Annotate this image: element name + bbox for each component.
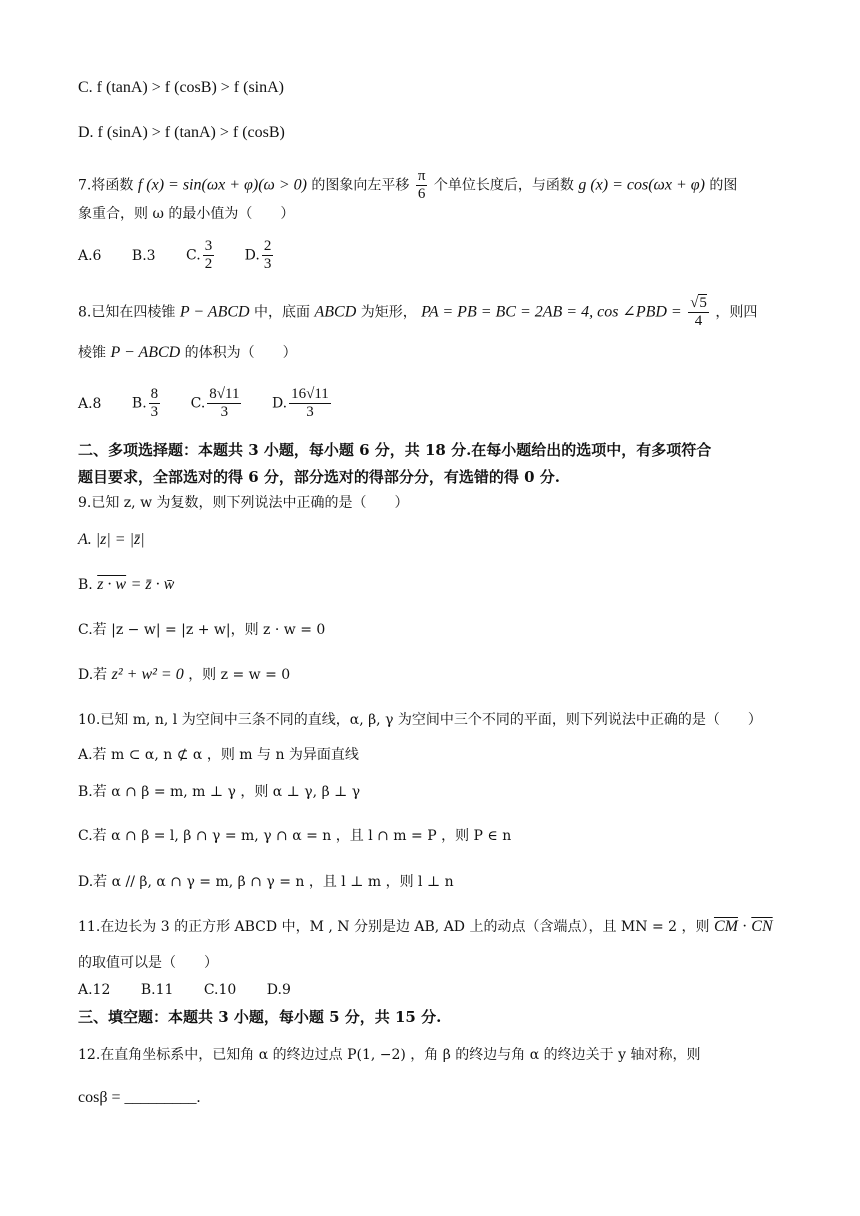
q7-options: A.6 B.3 C. $\frac{3}{2}$ D. $\frac{2}{3}$	[78, 238, 272, 272]
q10-option-b: B.若 α ∩ β = m, m ⊥ γ ，则 α ⊥ γ, β ⊥ γ	[78, 784, 361, 800]
q8-stem: 8.已知在四棱锥 P − ABCD 中，底面 ABCD 为矩形， PA = PB = BC = 2AB = 4, cos ∠PBD = $\frac{√5}{4}$ ，则四	[78, 295, 758, 329]
q11-stem: 11.在边长为 3 的正方形 ABCD 中，M , N 分别是边 AB, AD 上的动点（含端点），且 MN = 2 ，则 $\overline{CM} \cdot \overline{CN}$	[78, 918, 773, 935]
q7-stem: 7.将函数 f (x) = sin(ωx + φ)(ω > 0) 的图象向左平移 $\frac{\pi}{6}$ 个单位长度后，与函数 g (x) = cos(ωx + φ) 的图	[78, 168, 738, 202]
q10-option-c: C.若 α ∩ β = l, β ∩ γ = m, γ ∩ α = n ，且 l ∩ m = P ，则 P ∈ n	[78, 828, 512, 844]
q12-stem: 12.在直角坐标系中，已知角 α 的终边过点 P(1, −2) ，角 β 的终边与角 α 的终边关于 y 轴对称，则	[78, 1047, 701, 1063]
section-2-heading-line2: 题目要求，全部选对的得 6 分，部分选对的得部分分，有选错的得 0 分.	[78, 468, 560, 486]
q9-option-d: D.若 z² + w² = 0 ，则 z = w = 0	[78, 666, 291, 683]
section-3-heading: 三、填空题：本题共 3 小题，每小题 5 分，共 15 分.	[78, 1008, 442, 1026]
q8-options: A.8 B. $\frac{8}{3}$ C. $\frac{8√11}{3}$ D. $\frac{16√11}{3}$	[78, 386, 329, 420]
q10-option-a: A.若 m ⊂ α, n ⊄ α ，则 m 与 n 为异面直线	[78, 747, 359, 763]
q6-option-c: C. f (tanA) > f (cosB) > f (sinA)	[78, 79, 284, 96]
q12-answer-line: cosβ = _________.	[78, 1089, 201, 1106]
q11-stem-line2: 的取值可以是（ ）	[78, 955, 218, 971]
q11-options: A.12 B.11 C.10 D.9	[78, 982, 291, 998]
q9-option-b: B. z · w = z̄ · w̄	[78, 576, 175, 593]
q9-stem: 9.已知 z, w 为复数，则下列说法中正确的是（ ）	[78, 495, 409, 511]
q8-stem-line2: 棱锥 P − ABCD 的体积为（ ）	[78, 344, 297, 361]
q10-stem: 10.已知 m, n, l 为空间中三条不同的直线，α, β, γ 为空间中三个不同的平面，则下列说法中正确的是（ ）	[78, 712, 762, 728]
q9-option-a: A. |z| = |z̄|	[78, 531, 145, 548]
section-2-heading: 二、多项选择题：本题共 3 小题，每小题 6 分，共 18 分.在每小题给出的选项中，有多项符合	[78, 441, 712, 459]
q10-option-d: D.若 α // β, α ∩ γ = m, β ∩ γ = n ，且 l ⊥ m ，则 l ⊥ n	[78, 874, 454, 890]
q6-option-d: D. f (sinA) > f (tanA) > f (cosB)	[78, 124, 285, 141]
q7-stem-line2: 象重合，则 ω 的最小值为（ ）	[78, 206, 295, 222]
q9-option-c: C.若 |z − w| = |z + w|，则 z · w = 0	[78, 622, 326, 638]
